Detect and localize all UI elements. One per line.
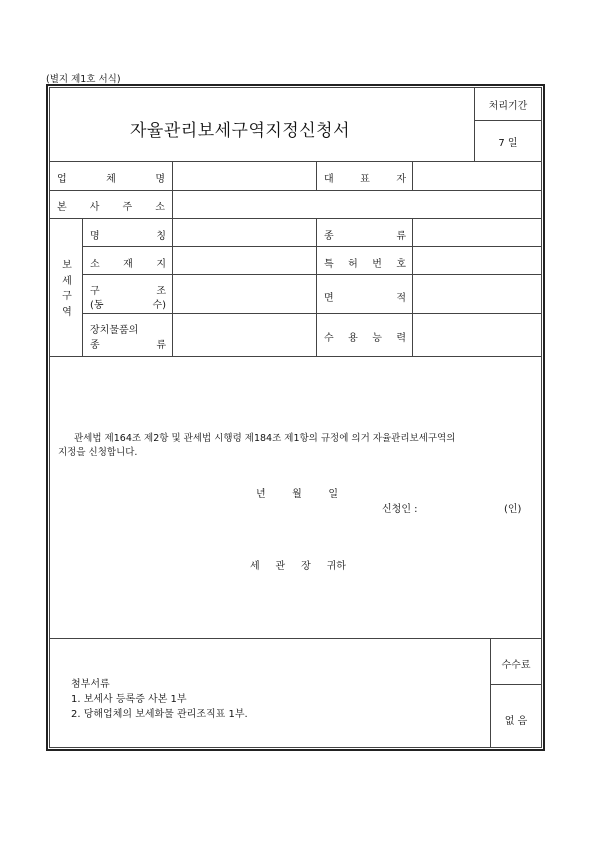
application-statement: 관세법 제164조 제2항 및 관세법 시행령 제184조 제1항의 규정에 의거 자율관리보세구역의 (74, 433, 456, 444)
head-office-address-label: 본 사 주 소 (57, 202, 165, 213)
application-statement-line2: 지정을 신청합니다. (58, 447, 138, 458)
representative-label: 대 표 자 (324, 174, 406, 185)
bonded-area-side-label: 보 세 구 역 (62, 260, 72, 318)
area-label: 면 적 (324, 293, 406, 304)
name-label: 명 칭 (90, 231, 166, 242)
structure-label: 구 조 (90, 286, 166, 297)
equipment-label: 장치물품의 (90, 325, 139, 336)
form-number-label: (별지 제1호 서식) (46, 74, 121, 85)
building-count-label: (동 수) (90, 300, 166, 311)
patent-number-label: 특 허 번 호 (324, 259, 406, 270)
capacity-label: 수 용 능 력 (324, 333, 406, 344)
date-line: 년 월 일 (256, 489, 338, 500)
applicant-label: 신청인 : (382, 504, 418, 515)
company-name-label: 업 체 명 (57, 174, 165, 185)
equipment-type-label: 종 류 (90, 340, 166, 351)
seal-mark: (인) (504, 504, 522, 515)
attachments-heading: 첨부서류 (71, 679, 110, 690)
attachment-item-2: 2. 당해업체의 보세화물 관리조직표 1부. (71, 709, 248, 720)
fee-label: 수수료 (501, 660, 531, 671)
location-label: 소 재 지 (90, 259, 166, 270)
fee-value: 없 음 (504, 716, 528, 727)
attachment-item-1: 1. 보세사 등록증 사본 1부 (71, 694, 187, 705)
processing-period-value: 7 일 (498, 138, 518, 149)
recipient-line: 세 관 장 귀하 (250, 561, 346, 572)
type-label: 종 류 (324, 231, 406, 242)
form-inner-border (49, 87, 542, 748)
form-title: 자율관리보세구역지정신청서 (130, 121, 350, 141)
processing-period-label: 처리기간 (488, 101, 528, 112)
